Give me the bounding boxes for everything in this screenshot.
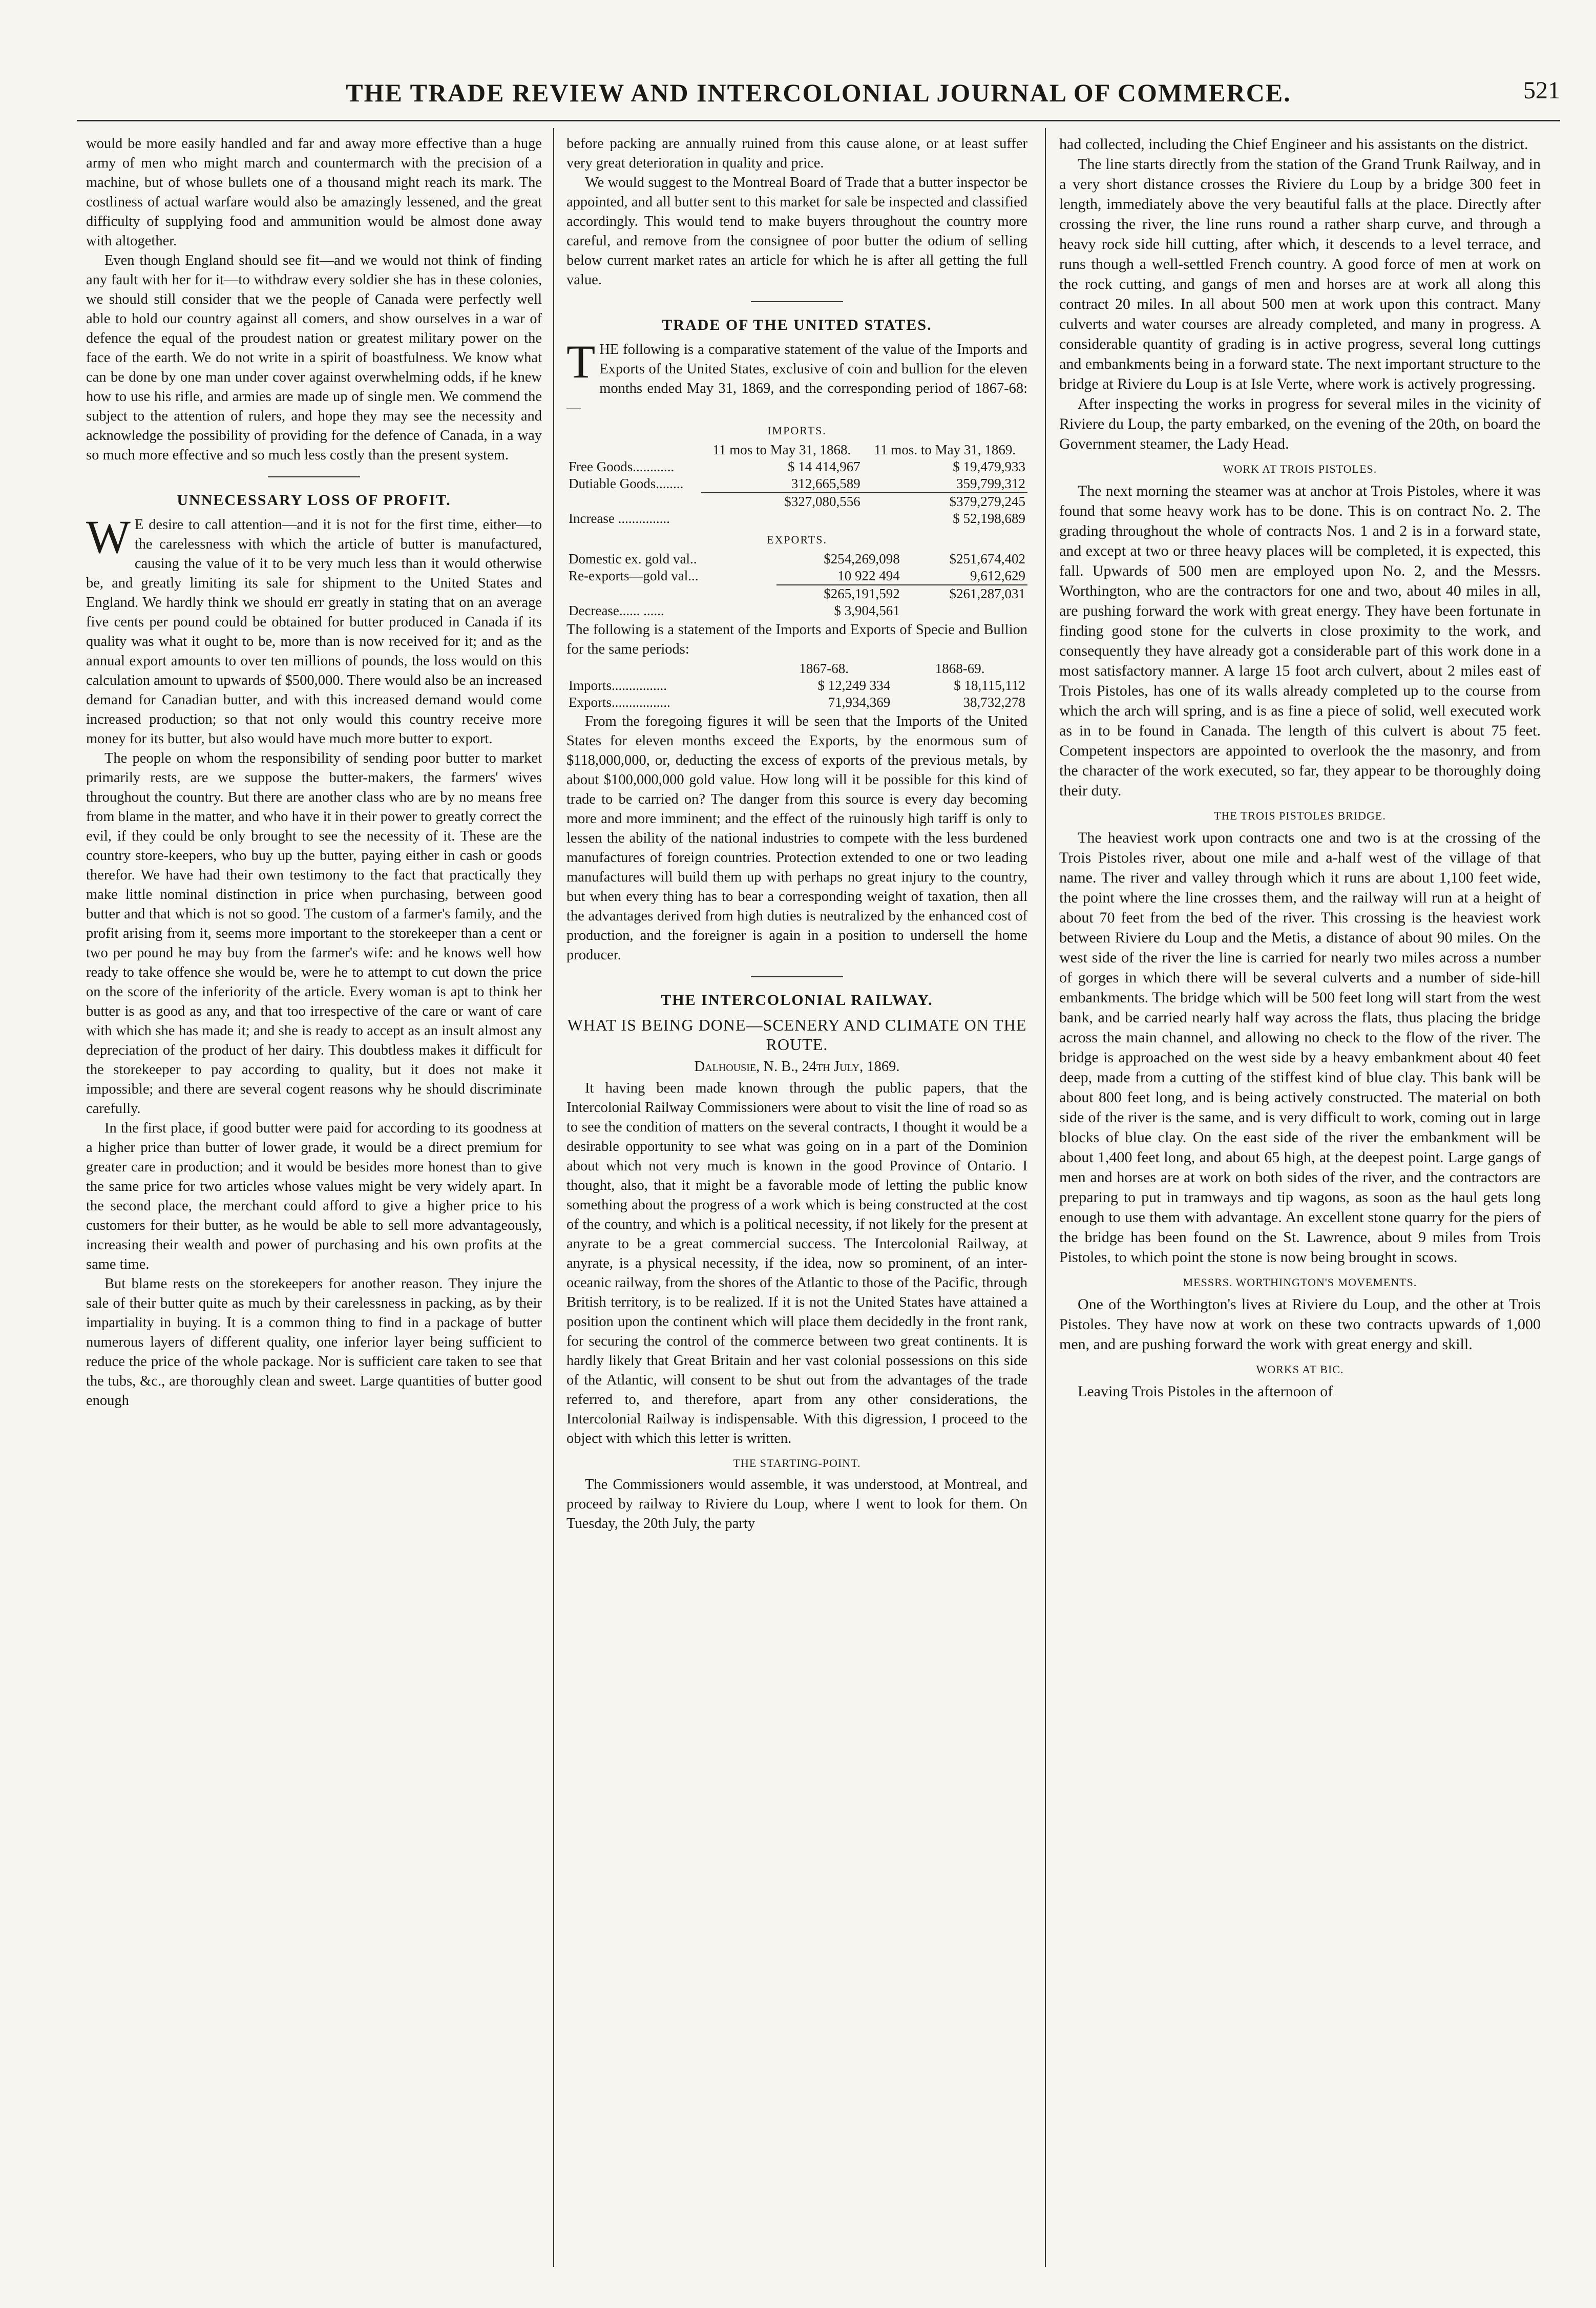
column-2 (566, 134, 1027, 2260)
column-header: 1867-68. (799, 661, 849, 676)
table-cell (902, 602, 1027, 619)
table-row (566, 458, 1027, 475)
page-number: 521 (1523, 77, 1560, 104)
exports-table (566, 551, 1027, 619)
table-cell (566, 493, 701, 510)
page-header (77, 67, 1560, 108)
table-row (566, 510, 1027, 527)
row-label: Domestic ex. gold val.. (569, 551, 697, 566)
section-subheading: THE STARTING-POINT. (733, 1457, 861, 1470)
table-header-row (566, 660, 1027, 677)
value-cell: $ 19,479,933 (953, 459, 1025, 474)
value-cell: $ 3,904,561 (834, 603, 900, 618)
table-row (566, 551, 1027, 568)
paragraph: We would suggest to the Montreal Board of Trade that a butter inspector be appointed, and all butter sent to this market for sale be inspected and classified accordingly. This would tend to make buyers throughout the country more careful, and remove from the consignee of poor butter the odium of selling below current market rates an article for which he is after all getting the full value. (566, 175, 1027, 288)
column-3 (1059, 134, 1541, 2260)
column-header: 1868-69. (935, 661, 985, 676)
paragraph: Even though England should see fit—and we would not think of finding any fault with her for it—to withdraw every soldier she has in these colonies, we should still consider that we the people of Canada were perfectly well able to hold our country against all comers, and show ourselves in a war of defence the equal of the proudest nation or greatest military power on the face of the earth. We do not write in a spirit of boastfulness. We know what can be done by one man under cover against overwhelming odds, if he knew how to use his rifle, and armies are made up of single men. We commend the subject to the attention of rulers, and hope they may see the necessity and acknowledge the possibility of providing for the defence of Canada, in a way so much more effective and so much less costly than the present system. (86, 253, 542, 463)
header-rule (77, 120, 1560, 121)
table-cell (701, 510, 863, 527)
dateline: Dalhousie, N. B., 24th July, 1869. (694, 1059, 900, 1075)
value-cell: $254,269,098 (824, 551, 900, 566)
row-label: Decrease...... ...... (569, 603, 664, 618)
imports-table (566, 442, 1027, 527)
column-1 (86, 134, 542, 2260)
value-cell: $261,287,031 (902, 585, 1027, 602)
table-row (566, 677, 1027, 694)
paragraph: It having been made known through the public papers, that the Intercolonial Railway Commissioners were about to visit the line of road so as to see the condition of matters on the several contracts, I thought it would be a desirable opportunity to see what was going on in a part of the Dominion about which not very much is known in the good Province of Ontario. I thought, also, that it might be a favorable mode of letting the public know something about the progress of a work which is being constructed at the cost of the country, and which is a political necessity, if not likely for the present at anyrate to be a great commercial success. The Intercolonial Railway, at anyrate, is a physical necessity, if the idea, now so prominent, of an inter-oceanic railway, from the shores of the Atlantic to those of the Pacific, through British territory, is to be realized. If it is not the United States have attained a position upon the continent which will place them decidedly in the front rank, for securing the control of the commerce between two great continents. It is hardly likely that Great Britain and her vast colonial possessions on this side of the Atlantic, will consent to be shut out from the advantages of the trade referred to, and therefore, apart from any other considerations, the Intercolonial Railway is indispensable. With this digression, I proceed to the object with which this letter is written. (566, 1080, 1027, 1446)
paragraph: would be more easily handled and far and away more effective than a huge army of men who might march and countermarch with the precision of a machine, but of whose bullets one of a thousand might reach its mark. The costliness of actual warfare would also be amazingly lessened, and the great difficulty of supplying food and ammunition would be almost done away with altogether. (86, 136, 542, 249)
article-heading-trade-us: TRADE OF THE UNITED STATES. (662, 317, 932, 333)
row-label: Free Goods............ (569, 459, 675, 474)
paragraph: The Commissioners would assemble, it was understood, at Montreal, and proceed by railway to Riviere du Loup, where I went to look for them. On Tuesday, the 20th July, the party (566, 1477, 1027, 1531)
paragraph: From the foregoing figures it will be seen that the Imports of the United States for eleven months exceed the Exports, by the enormous sum of $118,000,000, or, deducting the excess of exports of the previous metals, by about $100,000,000 gold value. How long will it be possible for this kind of trade to be carried on? The danger from this source is every day becoming more and more imminent; and the effect of the ruinously high tariff is only to lessen the ability of the national industries to compete with the less burdened manufactures of foreign countries. Protection extended to one or two leading manufactures will build them up with perhaps no great injury to the country, but when every thing has to bear a corresponding weight of taxation, then all the advantages derived from high duties is neutralized by the enhanced cost of production, and the foreigner is again in a position to undersell the home producer. (566, 714, 1027, 963)
article-heading-loss-of-profit: UNNECESSARY LOSS OF PROFIT. (177, 492, 451, 509)
column-header: 11 mos to May 31, 1868. (712, 442, 851, 457)
value-cell: 71,934,369 (828, 695, 891, 710)
table-row (566, 694, 1027, 711)
column-header: 11 mos. to May 31, 1869. (874, 442, 1016, 457)
value-cell: $ 12,249 334 (817, 678, 891, 693)
value-cell: 38,732,278 (963, 695, 1025, 710)
value-cell: $379,279,245 (863, 493, 1027, 510)
drop-cap: T (566, 335, 596, 388)
section-subheading: WORKS AT BIC. (1256, 1363, 1344, 1376)
value-cell: $251,674,402 (949, 551, 1025, 566)
row-label: Increase ............... (569, 511, 670, 526)
column-rule-2 (1045, 128, 1046, 2267)
row-label: Imports................ (569, 678, 667, 693)
paragraph: The people on whom the responsibility of sending poor butter to market primarily rests, are we suppose the butter-makers, the farmers' wives throughout the country. But there are another class who are by no means free from blame in the matter, and who have it in their power to greatly correct the evil, if they could be only brought to see the necessity of it. These are the country store-keepers, who buy up the butter, paying either in cash or goods therefor. We have had their own testimony to the fact that practically they make little nominal distinction in price when purchasing, between good butter and that which is not so good. The custom of a farmer's family, and the profit arising from it, seems more important to the storekeeper than a cent or two per pound he may buy from the farmer's wife: and he knows well how ready to take offence she would be, were he to attempt to cut down the price on the score of the inferiority of the article. Every woman is apt to think her butter is as good as any, and that too irrespective of the care or want of care with which she has made it; and she is ready to accept as an insult almost any depreciation of the product of her dairy. This doubtless makes it difficult for the storekeeper to pay according to quality, but it does not make it impossible; and there are several cogent reasons why he should discriminate carefully. (86, 750, 542, 1117)
exports-label: EXPORTS. (767, 533, 827, 546)
section-subheading: MESSRS. WORTHINGTON'S MOVEMENTS. (1183, 1276, 1417, 1289)
paragraph: The next morning the steamer was at anchor at Trois Pistoles, where it was found that some heavy work has to be done. This is on contract No. 2. The grading throughout the whole of contracts Nos. 1 and 2 is in a forward state, and except at two or three heavy places will be completed, it is expected, this fall. Upwards of 500 men are employed upon No. 2, and the Messrs. Worthington, who are the contractors for one and two, about 40 miles in all, are pushing forward the work with great energy. They have been fortunate in finding good stone for the culverts in close proximity to the work, and consequently they have already got a considerable part of this work done in a most satisfactory manner. A large 15 foot arch culvert, about 2 miles east of Trois Pistoles, has one of its walls already completed up to the course from which the arch will spring, and is as fine a piece of solid, well executed work as in to be found in Canada. The length of this culvert is about 75 feet. Competent inspectors are appointed to overlook the the masonry, and from the character of the work executed, so far, they appear to be thoroughly doing their duty. (1059, 482, 1541, 799)
paragraph: before packing are annually ruined from this cause alone, or at least suffer very great deterioration in quality and price. (566, 136, 1027, 171)
value-cell: $ 18,115,112 (954, 678, 1025, 693)
paragraph: The heaviest work upon contracts one and two is at the crossing of the Trois Pistoles river, about one mile and a-half west of the village of that name. The river and valley through which it runs are about 1,100 feet wide, the point where the line crosses them, and the railway will run at a height of about 70 feet from the bed of the river. This crossing is the heaviest work between Riviere du Loup and the Metis, a distance of about 90 miles. On the west side of the river the line is carried for nearly two miles across a number of gorges in which there will be several culverts and a number of side-hill embankments. The bridge which will be 500 feet long will start from the west bank, and be carried nearly half way across the flats, thus placing the bridge across the main channel, and allowing no check to the flow of the river. The bridge is approached on the west side by a heavy embankment about 40 feet deep, made from a cutting of the stiffest kind of blue clay. This bank will be about 800 feet long, and is being actively constructed. The material on both side of the river is the same, and is very difficult to work, coming out in large blocks of blue clay. On the east side of the river the embankment will be about 1,400 feet long, and about 65 high, at the deepest point. Large gangs of men and horses are at work on both sides of the river, and the contractors are preparing to put in tramways and tip wagons, as soon as the haul gets long enough to use them with advantage. An excellent stone quarry for the piers of the bridge has been found on the St. Lawrence, about 9 miles from Trois Pistoles, to which point the stone is now being brought in scows. (1059, 829, 1541, 1266)
section-subheading: THE TROIS PISTOLES BRIDGE. (1214, 809, 1386, 822)
journal-title: THE TRADE REVIEW AND INTERCOLONIAL JOURNAL OF COMMERCE. (346, 78, 1291, 107)
row-label: Re-exports—gold val... (569, 568, 699, 583)
value-cell: 312,665,589 (791, 476, 860, 491)
table-cell (566, 585, 776, 602)
section-divider (268, 476, 360, 477)
paragraph: In the first place, if good butter were paid for according to its goodness at a higher price than butter of lower grade, it would be a direct premium for greater care in production; and it would be besides more honest than to give the same price for two articles whose values might be very widely apart. In the second place, the merchant could afford to give a higher price to his customers for their butter, as he would be able to sell more advantageously, increasing their wealth and power of purchasing and his own profits at the same time. (86, 1120, 542, 1272)
table-row (566, 602, 1027, 619)
table-cell (566, 660, 755, 677)
total-row (566, 585, 1027, 602)
value-cell: $327,080,556 (701, 493, 863, 510)
table-header-row (566, 442, 1027, 458)
section-subheading: WORK AT TROIS PISTOLES. (1223, 463, 1377, 475)
column-rule-1 (553, 128, 554, 2267)
paragraph (86, 511, 542, 749)
section-divider (751, 976, 843, 977)
paragraph: The line starts directly from the station of the Grand Trunk Railway, and in a very short distance crosses the Riviere du Loup by a bridge 300 feet in length, immediately above the very beautiful falls at the place. Directly after crossing the river, the line runs round a rather sharp curve, and through a heavy rock side hill cutting, after which, it descends to a level terrace, and runs though a well-settled French country. A good force of men at work on the rock cutting, and gangs of men and horses are at work all along this contract 20 miles. In all about 500 men at work upon this contract. Many culverts and water courses are already completed, and many in progress. A considerable quantity of grading is in active progress, several long cuttings and embankments being in a forward state. The next important structure to the bridge at Riviere du Loup is at Isle Verte, where work is actively progressing. (1059, 156, 1541, 392)
paragraph-text: HE following is a comparative statement of the value of the Imports and Exports of the United States, exclusive of coin and bullion for the eleven months ended May 31, 1869, and the corresponding period of 1867-68:— (566, 342, 1027, 416)
paragraph (566, 335, 1027, 418)
paragraph-text: E desire to call attention—and it is not for the first time, either—to the carelessness with which the article of butter is manufactured, causing the value of it to be very much less than it would otherwise be, and greatly limiting its sale for shipment to the United States and England. We hardly think we should err greatly in stating that on an average five cents per pound could be obtained for butter produced in Canada if its quality was what it ought to be, more than is now received for it; and as the annual export amounts to over ten millions of pounds, the loss would on this calculation amount to upwards of $500,000. There would also be an increased demand for Canadian butter, and with this increased demand would come increased production; so that not only would this country receive more money for its butter, but also would have much more butter to export. (86, 517, 542, 747)
value-cell: $265,191,592 (776, 585, 902, 602)
paragraph: The following is a statement of the Imports and Exports of Specie and Bullion for the same periods: (566, 622, 1027, 657)
imports-label: IMPORTS. (767, 424, 827, 437)
value-cell: 9,612,629 (970, 568, 1025, 583)
total-row (566, 493, 1027, 510)
value-cell: $ 14 414,967 (787, 459, 860, 474)
table-row (566, 568, 1027, 585)
section-divider (751, 301, 843, 302)
value-cell: $ 52,198,689 (953, 511, 1025, 526)
row-label: Dutiable Goods........ (569, 476, 684, 491)
value-cell: 359,799,312 (956, 476, 1025, 491)
table-cell (566, 442, 701, 458)
value-cell: 10 922 494 (837, 568, 900, 583)
article-heading-intercolonial: THE INTERCOLONIAL RAILWAY. (661, 992, 933, 1009)
paragraph: had collected, including the Chief Engineer and his assistants on the district. (1059, 136, 1528, 153)
row-label: Exports................. (569, 695, 670, 710)
paragraph: After inspecting the works in progress for several miles in the vicinity of Riviere du Loup, the party embarked, on the evening of the 20th, on board the Government steamer, the Lady Head. (1059, 395, 1541, 452)
specie-table (566, 660, 1027, 711)
article-subheading: WHAT IS BEING DONE—SCENERY AND CLIMATE ON THE ROUTE. (567, 1016, 1027, 1054)
paragraph: One of the Worthington's lives at Riviere du Loup, and the other at Trois Pistoles. They have now at work on these two contracts upwards of 1,000 men, and are pushing forward the work with great energy and skill. (1059, 1296, 1541, 1353)
drop-cap: W (86, 511, 131, 563)
table-row (566, 475, 1027, 493)
paragraph: Leaving Trois Pistoles in the afternoon of (1078, 1383, 1333, 1400)
paragraph: But blame rests on the storekeepers for another reason. They injure the sale of their butter quite as much by their carelessness in packing, as by their impartiality in buying. It is a common thing to find in a package of butter numerous layers of different quality, one inferior layer being sufficient to reduce the price of the whole package. Nor is sufficient care taken to see that the tubs, &c., are thoroughly clean and sweet. Large quantities of butter good enough (86, 1276, 542, 1409)
